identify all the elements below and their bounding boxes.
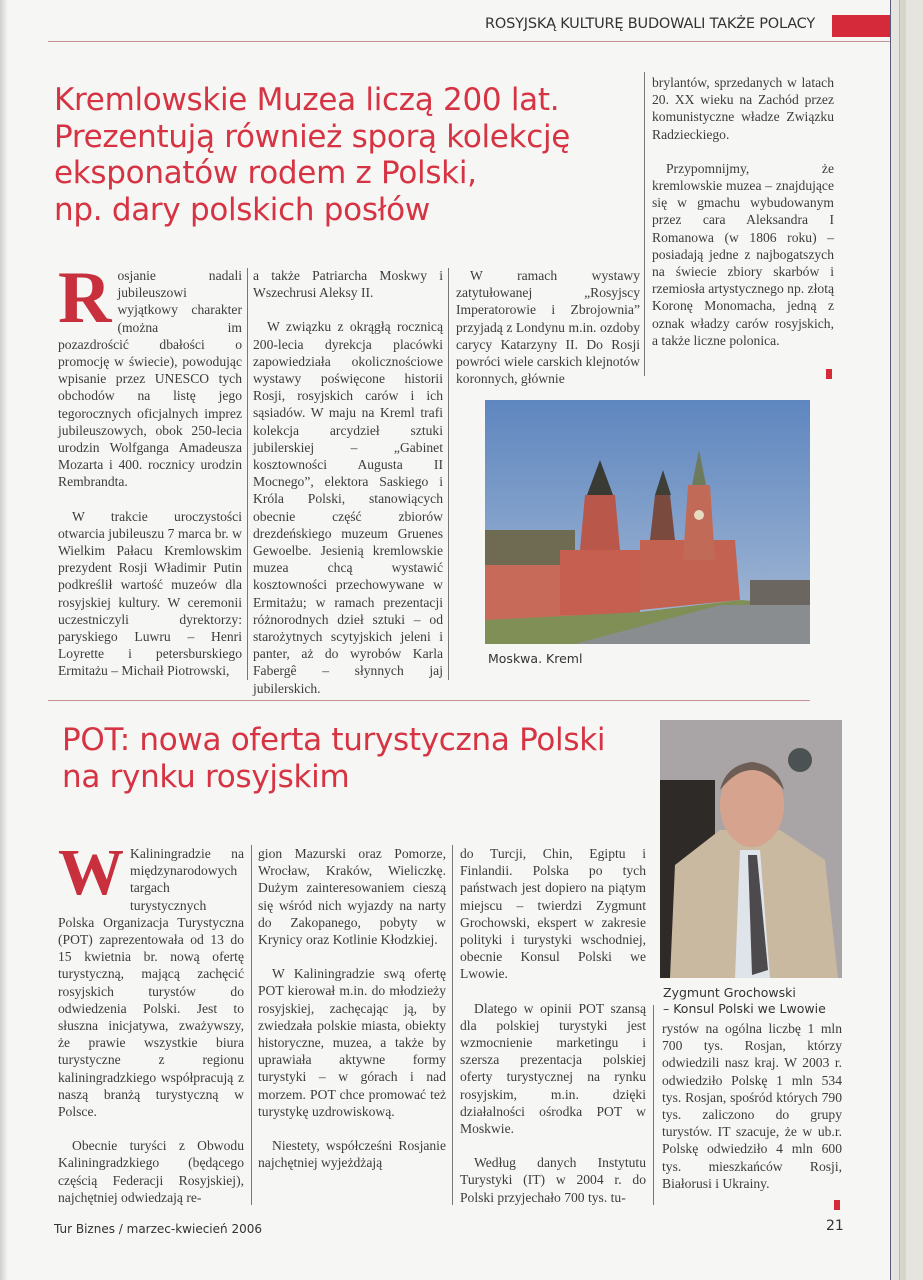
dropcap: W xyxy=(58,836,124,909)
paragraph-text: Kaliningradzie na międzynarodowych targach turystycznych Polska Organizacja Turystyczna (POT) zaprezentowała od 13 do 15 kwietnia br. nową ofertę turystyczną, mającą zachęcić rosyjskich turystów do odwiedzenia Polski. Jest to słuszna inicjatywa, zważywszy, że prawie wszystkie biura turystyczne z regionu kaliningradzkiego współpracują z naszą branżą turystyczną w Polsce. xyxy=(58,846,244,1120)
paragraph: do Turcji, Chin, Egiptu i Finlandii. Polska po tych państwach jest dopiero na piątym miejscu – twierdzi Zygmunt Grochowski, ekspert w zakresie polityki i turystyki wschodniej, obecnie Konsul Polski we Lwowie. xyxy=(460,846,646,982)
caption-line: – Konsul Polski we Lwowie xyxy=(663,1001,826,1016)
page-number: 21 xyxy=(826,1218,844,1234)
column-divider xyxy=(452,845,453,1205)
tower-base xyxy=(560,550,640,615)
article2-column-4 xyxy=(662,1020,842,1214)
grochowski-portrait xyxy=(660,720,842,978)
paragraph: W związku z okrągłą rocznicą 200-lecia dyrekcja placówki zapowiedziała okolicznościowe wystawy poświęcone historii Rosji, rosyjskich carów i ich sąsiadów. W maju na Kreml trafi kolekcja arcydzieł sztuki jubilerskiej – „Gabinet kosztowności Augusta II Mocnego”, elektora Saskiego i Króla Polski, stanowiących obecnie część zbiorów drezdeńskiego muzeum Gruenes Gewoelbe. Jesienią kremlowskie muzea chcą wystawić kosztowności przechowywane w Ermitażu; w ramach prezentacji różnorodnych dzieł sztuki – od starożytnych scytyjskich jeleni i panter, aż do wyrobów Karla Fabergê – słynnych jaj jubilerskich. xyxy=(253,319,443,696)
end-mark-wrap xyxy=(662,1197,842,1214)
article2-column-2 xyxy=(258,845,446,1171)
spasskaya-tower xyxy=(683,485,715,560)
section-accent-bar xyxy=(832,15,890,37)
column-divider xyxy=(251,845,252,1205)
headline-line: np. dary polskich posłów xyxy=(54,191,430,228)
paragraph: W trakcie uroczystości otwarcia jubileuszu 7 marca br. w Wielkim Pałacu Kremlowskim prezydent Rosji Władimir Putin podkreślił wartość muzeów dla rosyjskiej kultury. W ceremonii uczestniczyli dyrektorzy: paryskiego Luwru – Henri Loyrette i petersburskiego Ermitażu – Michaił Piotrowski, xyxy=(58,508,242,679)
kremlin-photo-caption: Moskwa. Kreml xyxy=(488,651,583,666)
article1-headline xyxy=(54,82,570,228)
portrait-caption xyxy=(663,985,826,1017)
article2-column-1 xyxy=(58,836,244,1206)
headline-line: Prezentują również sporą kolekcję xyxy=(54,118,571,155)
page-edge-strip xyxy=(899,0,906,1280)
paragraph: Według danych Instytutu Turystyki (IT) w 2004 r. do Polski przyjechało 700 tys. tu- xyxy=(460,1155,646,1205)
paragraph: brylantów, sprzedanych w latach 20. XX wieku na Zachód przez komunistyczne władze Związku Radzieckiego. xyxy=(652,75,834,142)
section-header: ROSYJSKĄ KULTURĘ BUDOWALI TAKŻE POLACY xyxy=(485,16,815,32)
kremlin-photo xyxy=(485,400,810,644)
dropcap: R xyxy=(58,257,112,339)
page-binding-shadow xyxy=(0,0,8,1280)
page-edge xyxy=(890,0,923,1280)
column-divider xyxy=(653,1005,654,1205)
paragraph: W ramach wystawy zatytułowanej „Rosyjscy Imperatorowie i Zbrojownia” przyjadą z Londynu m.in. ozdoby carycy Katarzyny II. Do Rosji powróci wiele carskich klejnotów koronnych, głównie xyxy=(456,268,640,387)
column-divider xyxy=(644,72,645,376)
paragraph: Przypomnijmy, że kremlowskie muzea – znajdujące się w gmachu wybudowanym przez cara Aleksandra I Romanowa (w 1806 roku) – posiadają jedne z najbogatszych na świecie zbiory skarbów i rzemiosła artystycznego np. złotą Koronę Monomacha, jedną z oznak władzy carów rosyjskich, a także liczne polonica. xyxy=(652,160,834,348)
publication-name: Tur Biznes xyxy=(54,1222,115,1236)
column-divider xyxy=(448,268,449,680)
end-mark-wrap xyxy=(652,366,834,383)
column-divider xyxy=(247,268,248,680)
paragraph: Obecnie turyści z Obwodu Kaliningradzkiego (będącego częścią Federacji Rosyjskiej), najchętniej odwiedzają re- xyxy=(58,1138,244,1205)
caption-line: Zygmunt Grochowski xyxy=(663,985,796,1000)
headline-line: POT: nowa oferta turystyczna Polski xyxy=(62,722,606,758)
paragraph: rystów na ogólna liczbę 1 mln 700 tys. Rosjan, którzy odwiedzili nasz kraj. W 2003 r. odwiedziło Polskę 1 mln 534 tys. Rosjan, spośród których 790 tys. zaliczono do grupy turystów. IT szacuje, że w ub.r. Polskę odwiedziło 4 mln 600 tys. mieszkańców Rosji, Białorusi i Ukrainy. xyxy=(662,1021,842,1191)
article2-column-3 xyxy=(460,845,646,1206)
article-end-mark xyxy=(834,1200,840,1210)
headline-line: na rynku rosyjskim xyxy=(62,758,350,795)
kremlin-illustration xyxy=(485,400,810,644)
paragraph xyxy=(58,836,244,1120)
headline-line: eksponatów rodem z Polski, xyxy=(54,155,477,192)
paragraph: a także Patriarcha Moskwy i Wszechrusi Aleksy II. xyxy=(253,268,443,301)
paragraph: gion Mazurski oraz Pomorze, Wrocław, Kraków, Wieliczkę. Dużym zainteresowaniem cieszą się wśród nich wyjazdy na narty do Zakopanego, pobyty w Krynicy oraz Kotlinie Kłodzkiej. xyxy=(258,846,446,948)
issue-date: / marzec-kwiecień 2006 xyxy=(114,1222,262,1236)
tower-clock xyxy=(694,510,704,520)
headline-line: Kremlowskie Muzea liczą 200 lat. xyxy=(54,82,560,118)
article-end-mark xyxy=(826,369,832,379)
article-divider xyxy=(48,700,810,701)
article1-column-3 xyxy=(456,267,640,387)
portrait-illustration xyxy=(660,720,842,978)
article2-headline xyxy=(62,722,605,795)
footer-publication xyxy=(54,1222,262,1236)
header-divider xyxy=(48,41,890,42)
paragraph: Niestety, współcześni Rosjanie najchętniej wyjeżdżają xyxy=(258,1138,446,1171)
paragraph-text: osjanie nadali jubileuszowi wyjątkowy charakter (można im pozazdrościć dbałości o promocję w świecie), powodując wpisanie przez UNESCO tych obchodów na listę jego tegorocznych oficjalnych imprez jubileuszowych, obok 250-lecia urodzin Wolfganga Amadeusza Mozarta i 400. rocznicy urodzin Rembrandta. xyxy=(58,268,242,490)
distant-buildings xyxy=(750,580,810,605)
paragraph xyxy=(58,257,242,491)
article1-column-4 xyxy=(652,74,834,383)
paragraph: Dlatego w opinii POT szansą dla polskiej turystyki jest wzmocnienie marketingu i szersza prezentacja polskiej oferty turystycznej na rynku rosyjskim, m.in. dzięki działalności ośrodka POT w Moskwie. xyxy=(460,1000,646,1137)
paragraph: W Kaliningradzie swą ofertę POT kierował m.in. do młodzieży rosyjskiej, zachęcając ją, by zwiedzała polskie miasta, obiekty historyczne, muzea, a także by uprawiała aktywne formy turystyki – w górach i nad morzem. POT chce promować też turystykę uzdrowiskową. xyxy=(258,966,446,1119)
article1-column-1 xyxy=(58,257,242,680)
wall-clock xyxy=(788,748,812,772)
article1-column-2 xyxy=(253,267,443,697)
tower-mid xyxy=(580,495,620,550)
